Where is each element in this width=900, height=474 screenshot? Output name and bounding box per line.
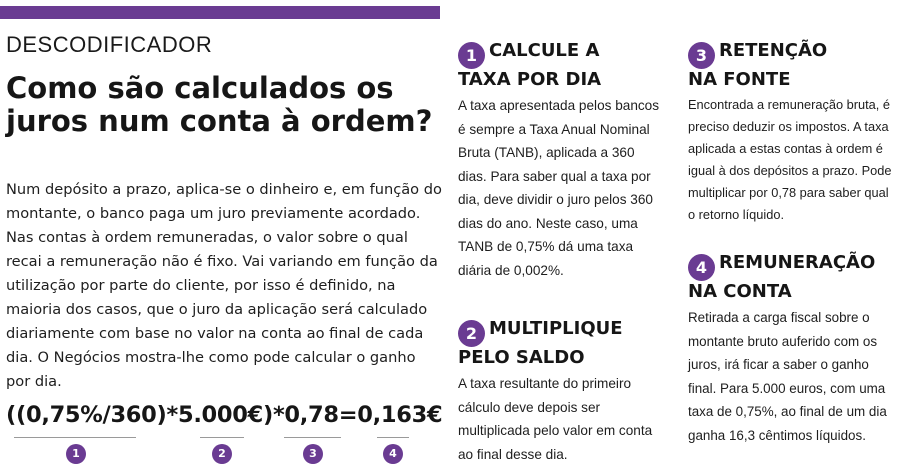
step-4-body: Retirada a carga fiscal sobre o montante bruto auferido com os juros, irá ficar a saber o ganho final. Para 5.000 euros, com uma taxa de 0,75%, ao final de um dia ganha 16,3 cêntimos líquidos. bbox=[688, 310, 887, 443]
step-1-number-badge: 1 bbox=[458, 42, 485, 69]
step-1-title-line1: CALCULE A bbox=[489, 40, 600, 61]
formula-marker-3: 3 bbox=[303, 444, 323, 464]
formula-marker-1: 1 bbox=[66, 444, 86, 464]
formula-marker-4: 4 bbox=[383, 444, 403, 464]
step-2-body: A taxa resultante do primeiro cálculo deve depois ser multiplicada pelo valor em conta ao final desse dia. bbox=[458, 376, 653, 462]
step-2 bbox=[458, 318, 666, 466]
intro-paragraph: Num depósito a prazo, aplica-se o dinheiro e, em função do montante, o banco paga um juro previamente acordado. Nas contas à ordem remuneradas, o valor sobre o qual recai a remuneração não é fixo. Vai variando em função da utilização por parte do cliente, por isso é definido, na maioria dos casos, que o juro da aplicação será calculado diariamente com base no valor na conta ao final de cada dia. O Negócios mostra-lhe como pode calcular o ganho por dia. bbox=[6, 181, 442, 390]
step-4-title-line2: NA CONTA bbox=[688, 281, 792, 302]
step-3-title-line1: RETENÇÃO bbox=[719, 40, 828, 61]
step-1-title bbox=[458, 40, 666, 90]
step-3-title bbox=[688, 40, 893, 90]
step-3-body: Encontrada a remuneração bruta, é preciso deduzir os impostos. A taxa aplicada a estas contas à ordem é igual à dos depósitos a prazo. Pode multiplicar por 0,78 para saber qual o retorno líquido. bbox=[688, 97, 892, 222]
step-2-title-line1: MULTIPLIQUE bbox=[489, 318, 623, 339]
formula-underline-1 bbox=[14, 437, 136, 438]
step-1-title-line2: TAXA POR DIA bbox=[458, 69, 602, 90]
step-4-title-line1: REMUNERAÇÃO bbox=[719, 252, 876, 273]
top-accent-bar bbox=[0, 6, 440, 19]
formula-underline-4 bbox=[377, 437, 409, 438]
formula-marker-2: 2 bbox=[212, 444, 232, 464]
step-3 bbox=[688, 40, 893, 226]
step-2-number-badge: 2 bbox=[458, 320, 485, 347]
formula-underline-3 bbox=[284, 437, 341, 438]
step-4 bbox=[688, 252, 893, 447]
formula-underline-2 bbox=[200, 437, 244, 438]
formula: ((0,75%/360)*5.000€)*0,78=0,163€ bbox=[6, 402, 443, 428]
step-3-number-badge: 3 bbox=[688, 42, 715, 69]
step-1 bbox=[458, 40, 666, 282]
step-1-body: A taxa apresentada pelos bancos é sempre a Taxa Anual Nominal Bruta (TANB), aplicada a 360 dias. Para saber qual a taxa por dia, deve dividir o juro pelos 360 dias do ano. Neste caso, uma TANB de 0,75% dá uma taxa diária de 0,002%. bbox=[458, 98, 660, 278]
step-2-title-line2: PELO SALDO bbox=[458, 347, 585, 368]
step-4-title bbox=[688, 252, 893, 302]
step-2-title bbox=[458, 318, 666, 368]
step-4-number-badge: 4 bbox=[688, 254, 715, 281]
headline: Como são calculados os juros num conta à ordem? bbox=[6, 71, 433, 138]
section-kicker: DESCODIFICADOR bbox=[6, 32, 213, 57]
step-3-title-line2: NA FONTE bbox=[688, 69, 791, 90]
